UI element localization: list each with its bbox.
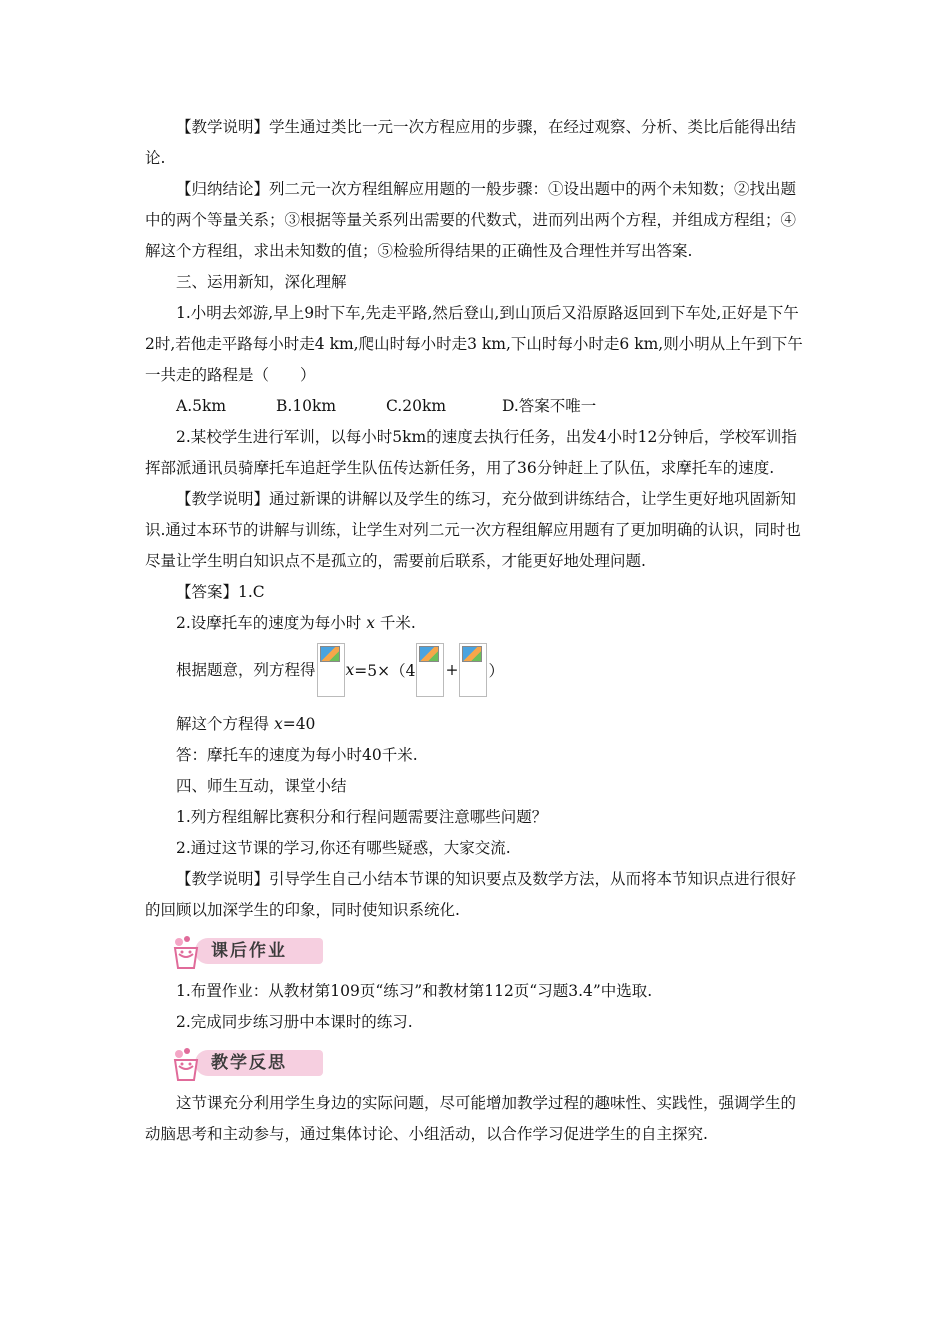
answer-2-prefix: 2.设摩托车的速度为每小时	[176, 614, 362, 632]
question-1: 1.小明去郊游,早上9时下车,先走平路,然后登山,到山顶后又沿原路返回到下车处,正好是下午2时,若他走平路每小时走4 km,爬山时每小时走3 km,下山时每小时走6 km,则小明从上午到下午一共走的路程是（ ）	[145, 304, 803, 384]
option-d: D.答案不唯一	[502, 397, 597, 415]
reflection-banner-title: 教学反思	[211, 1053, 287, 1073]
document-page	[145, 112, 805, 1150]
broken-image-icon	[416, 643, 444, 697]
final-answer: 答：摩托车的速度为每小时40千米.	[176, 746, 418, 764]
section-heading-3: 三、运用新知，深化理解	[176, 273, 347, 291]
summary-conclusion: 【归纳结论】列二元一次方程组解应用题的一般步骤：①设出题中的两个未知数；②找出题中的两个等量关系；③根据等量关系列出需要的代数式，进而列出两个方程，并组成方程组；④解这个方程组，求出未知数的值；⑤检验所得结果的正确性及合理性并写出答案.	[145, 180, 797, 260]
option-a: A.5km	[176, 397, 227, 415]
answer-2-variable: x	[366, 614, 375, 632]
cartoon-flower-badge-icon	[167, 1046, 205, 1082]
equation-middle: =5×（4	[354, 662, 416, 680]
option-b: B.10km	[276, 397, 337, 415]
solution-variable: x	[273, 715, 283, 733]
homework-banner-title: 课后作业	[211, 941, 287, 961]
broken-image-icon	[317, 643, 345, 697]
reflection-banner	[145, 1040, 805, 1086]
teaching-note-3: 【教学说明】引导学生自己小结本节课的知识要点及数学方法，从而将本节知识点进行很好的回顾以加深学生的印象，同时使知识系统化.	[145, 870, 797, 919]
option-c: C.20km	[386, 397, 447, 415]
cartoon-flower-badge-icon	[167, 934, 205, 970]
equation-variable: x	[345, 661, 355, 679]
equation-plus: +	[445, 661, 459, 679]
summary-question-2: 2.通过这节课的学习,你还有哪些疑惑，大家交流.	[176, 839, 511, 857]
teaching-note-1: 【教学说明】学生通过类比一元一次方程应用的步骤，在经过观察、分析、类比后能得出结论.	[145, 118, 797, 167]
answer-2-setup	[145, 608, 805, 639]
solution-suffix: =40	[282, 715, 316, 733]
section-heading-4: 四、师生互动，课堂小结	[176, 777, 347, 795]
solution-line	[145, 709, 805, 740]
summary-question-1: 1.列方程组解比赛积分和行程问题需要注意哪些问题？	[176, 808, 548, 826]
broken-image-icon	[459, 643, 487, 697]
answer-label: 【答案】1.C	[176, 583, 265, 601]
equation-line	[145, 639, 805, 701]
answer-2-suffix: 千米.	[379, 614, 416, 632]
equation-prefix: 根据题意，列方程得	[176, 660, 316, 679]
homework-2: 2.完成同步练习册中本课时的练习.	[176, 1013, 413, 1031]
homework-banner	[145, 928, 805, 974]
solution-prefix: 解这个方程得	[176, 715, 270, 733]
equation-close: ）	[488, 662, 504, 680]
question-2: 2.某校学生进行军训，以每小时5km的速度去执行任务，出发4小时12分钟后，学校军训指挥部派通讯员骑摩托车追赶学生队伍传达新任务，用了36分钟赶上了队伍，求摩托车的速度.	[145, 428, 797, 477]
question-1-options	[145, 391, 805, 422]
teaching-note-2: 【教学说明】通过新课的讲解以及学生的练习，充分做到讲练结合，让学生更好地巩固新知识.通过本环节的讲解与训练，让学生对列二元一次方程组解应用题有了更加明确的认识，同时也尽量让学生明白知识点不是孤立的，需要前后联系，才能更好地处理问题.	[145, 490, 801, 570]
reflection-text: 这节课充分利用学生身边的实际问题，尽可能增加教学过程的趣味性、实践性，强调学生的动脑思考和主动参与，通过集体讨论、小组活动，以合作学习促进学生的自主探究.	[145, 1094, 797, 1143]
homework-1: 1.布置作业：从教材第109页“练习”和教材第112页“习题3.4”中选取.	[176, 982, 653, 1000]
